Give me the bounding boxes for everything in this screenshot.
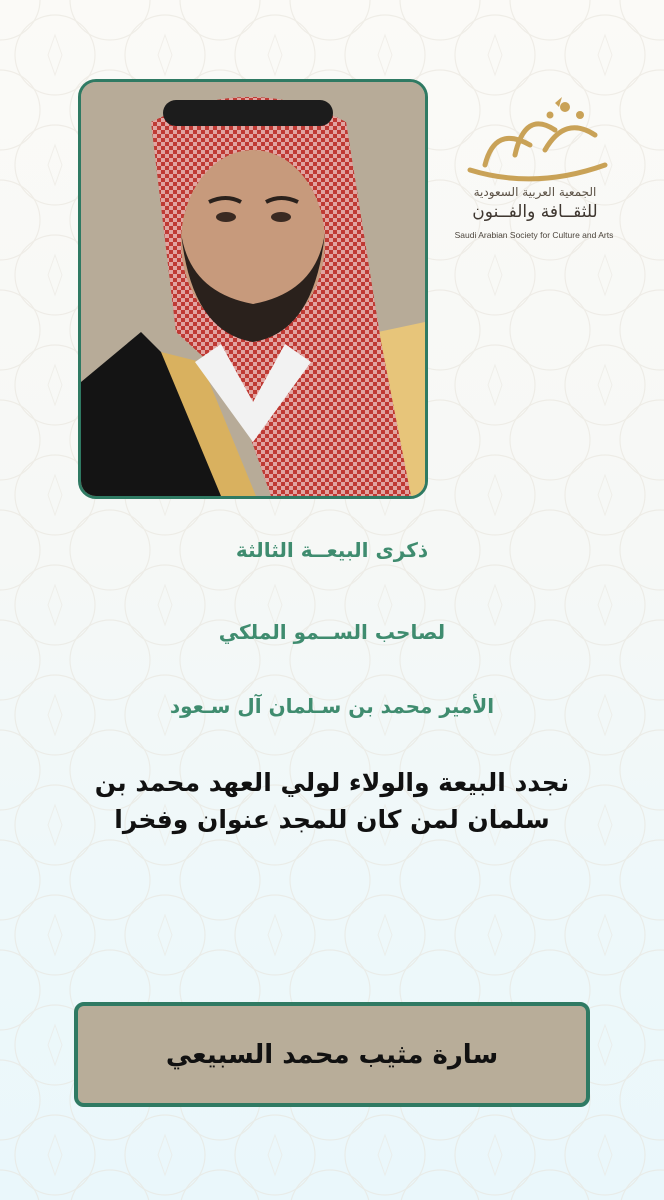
heading-anniversary: ذكرى البيعــة الثالثة (235, 538, 429, 562)
signature-box (74, 1002, 590, 1107)
pledge-message: نجدد البيعة والولاء لولي العهد محمد بن سلمان لمن كان للمجد عنوان وفخرا (94, 768, 570, 834)
logo-arabic-line2: للثقــافة والفــنون (472, 202, 598, 222)
society-logo (455, 95, 625, 245)
logo-english-name: Saudi Arabian Society for Culture and Arts (454, 230, 614, 240)
heading-title: لصاحب الســمو الملكي (218, 620, 446, 644)
portrait-photo (78, 79, 428, 499)
heading-name: الأمير محمد بن سـلمان آل سـعود (169, 694, 495, 718)
logo-arabic-line1: الجمعية العربية السعودية (473, 185, 597, 199)
signature-name: سارة مثيب محمد السبيعي (165, 1039, 499, 1070)
